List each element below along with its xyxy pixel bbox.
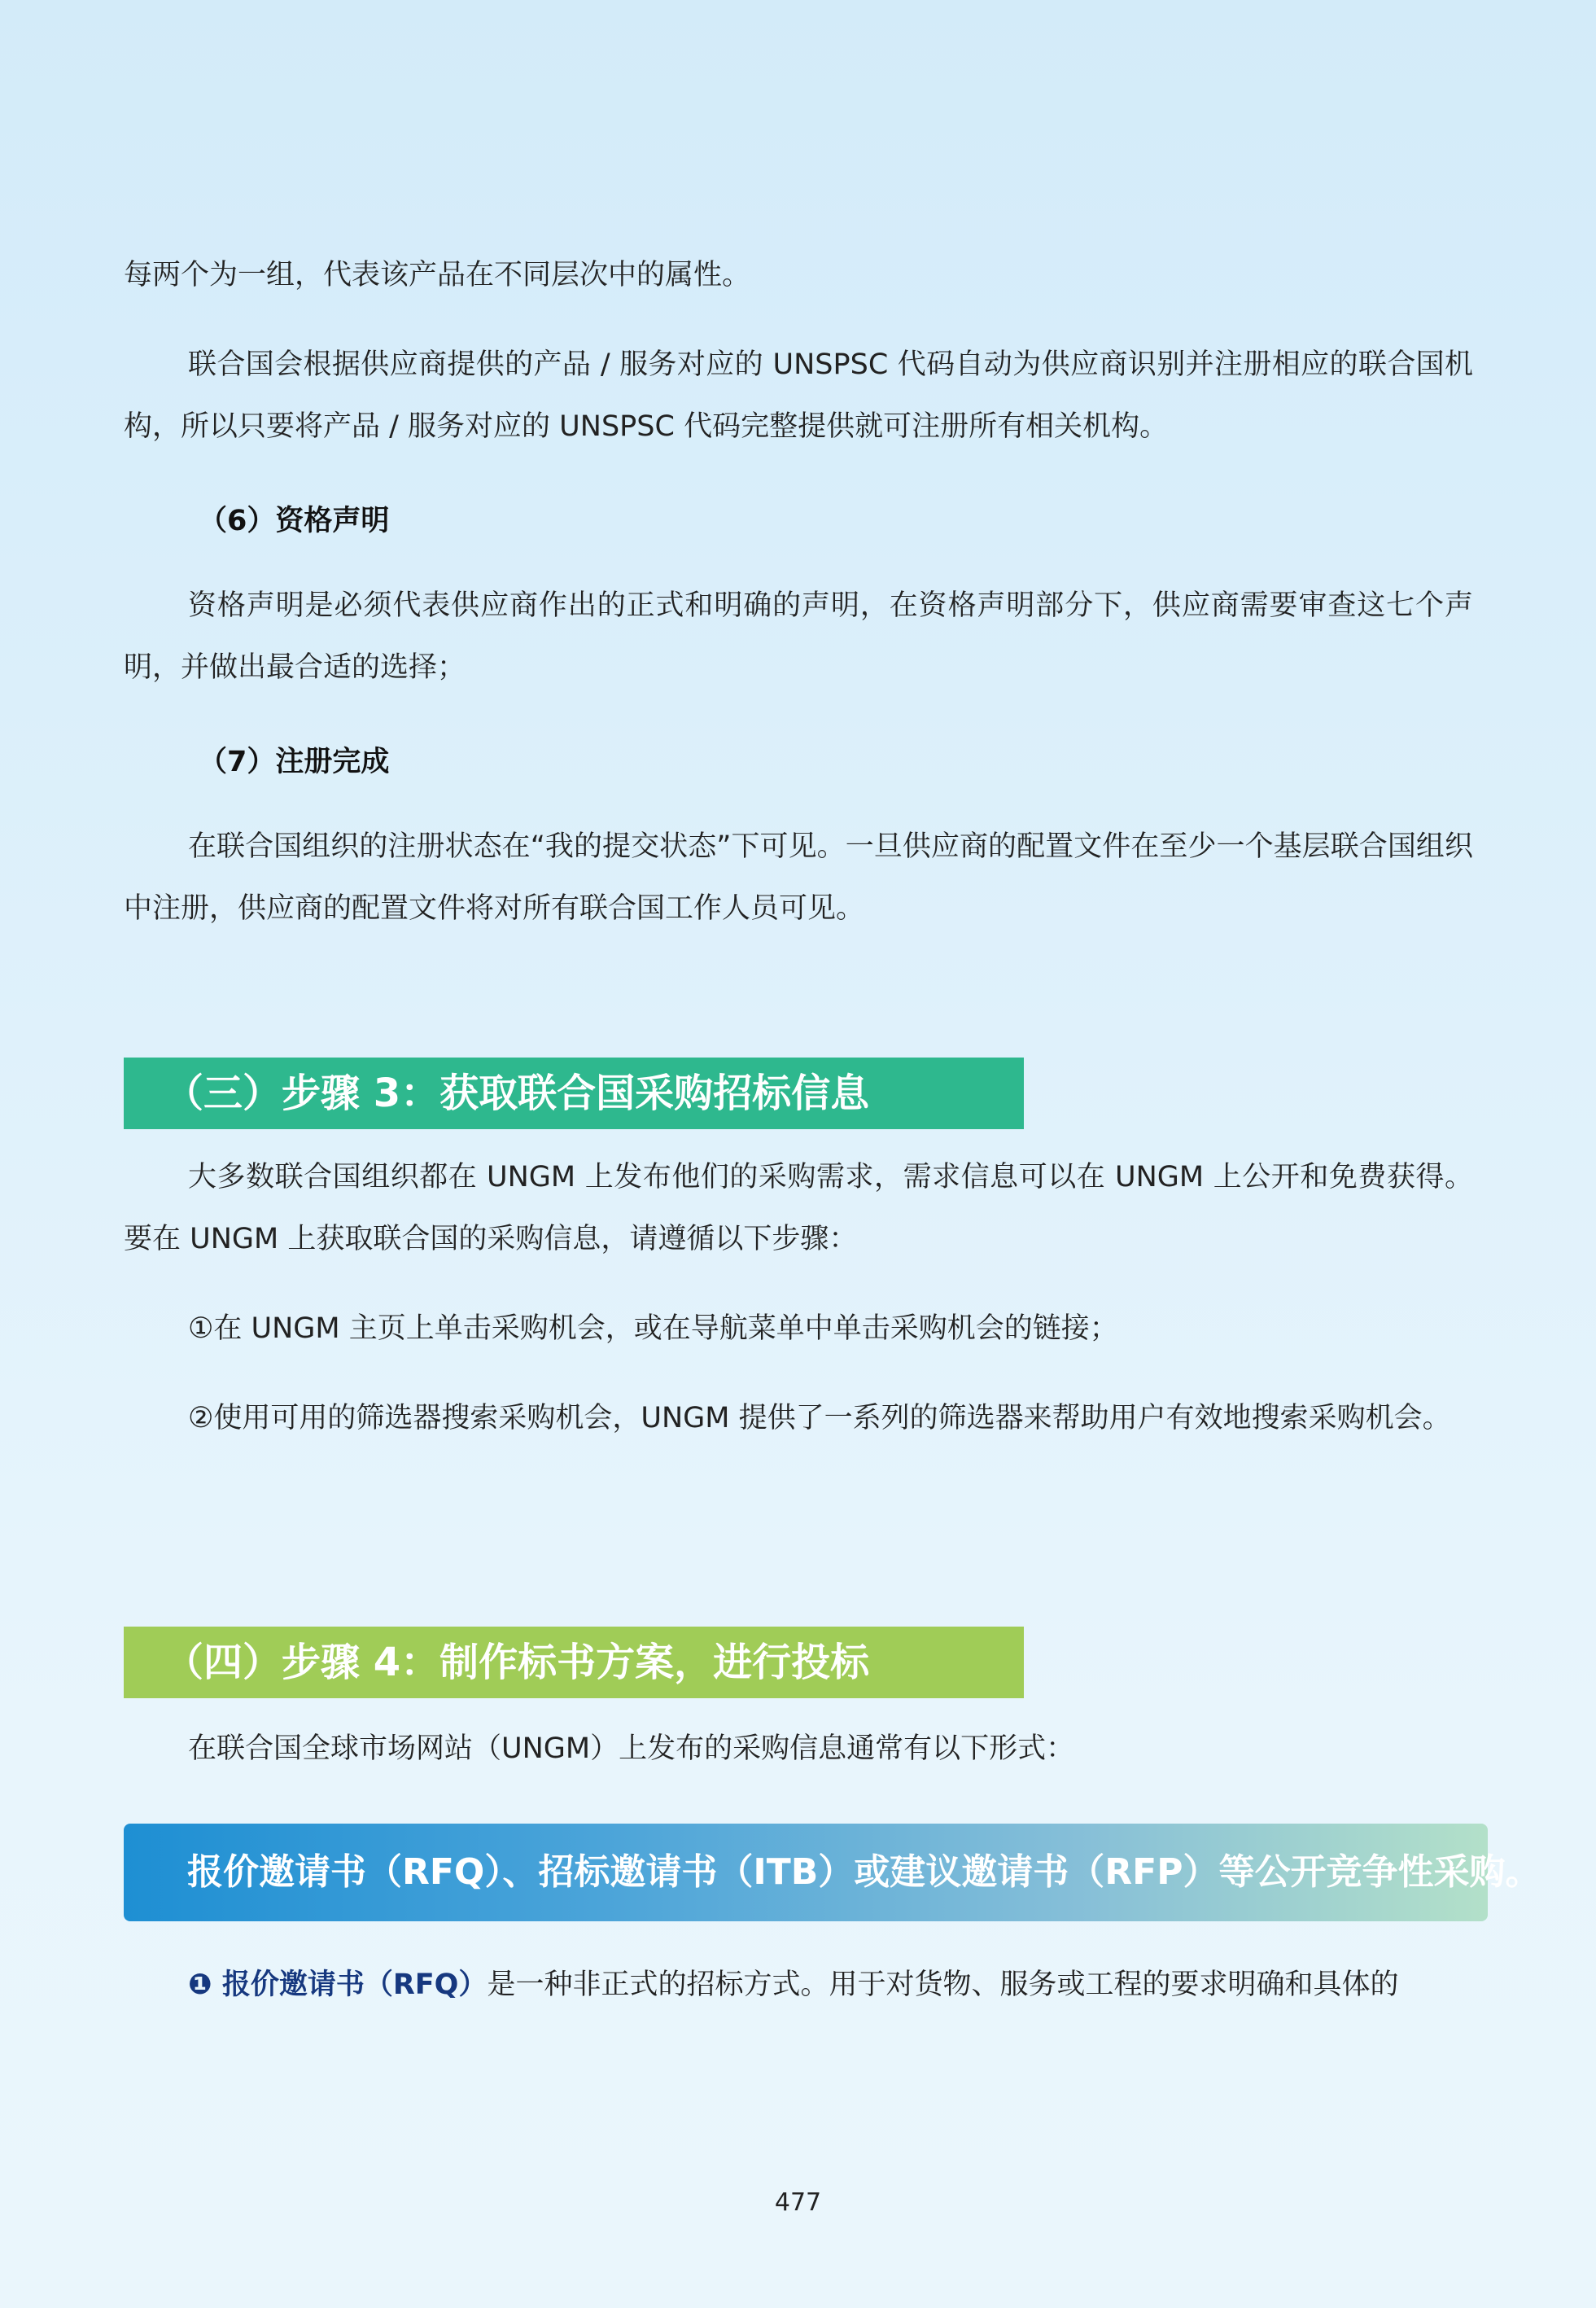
paragraph: 大多数联合国组织都在 UNGM 上发布他们的采购需求，需求信息可以在 UNGM 上公开和免费获得。要在 UNGM 上获取联合国的采购信息，请遵循以下步骤： xyxy=(124,1161,1473,1255)
rfq-text: 是一种非正式的招标方式。用于对货物、服务或工程的要求明确和具体的 xyxy=(487,1969,1399,2001)
subheading-registration-complete: （7）注册完成 xyxy=(199,746,390,778)
subheading-eligibility-declaration: （6）资格声明 xyxy=(199,505,390,537)
paragraph: 在联合国全球市场网站（UNGM）上发布的采购信息通常有以下形式： xyxy=(188,1732,1075,1765)
paragraph: 资格声明是必须代表供应商作出的正式和明确的声明，在资格声明部分下，供应商需要审查这七个声明，并做出最合适的选择； xyxy=(124,589,1473,684)
section-heading-step4: （四）步骤 4：制作标书方案，进行投标 xyxy=(124,1627,1024,1698)
paragraph: 每两个为一组，代表该产品在不同层次中的属性。 xyxy=(124,259,751,291)
section-heading-step3: （三）步骤 3：获取联合国采购招标信息 xyxy=(124,1058,1024,1129)
paragraph: ②使用可用的筛选器搜索采购机会，UNGM 提供了一系列的筛选器来帮助用户有效地搜索采购机会。 xyxy=(188,1402,1451,1434)
page-number: 477 xyxy=(774,2188,822,2217)
rfq-label: ❶ 报价邀请书（RFQ） xyxy=(188,1969,488,2001)
paragraph: 联合国会根据供应商提供的产品 / 服务对应的 UNSPSC 代码自动为供应商识别并注册相应的联合国机构，所以只要将产品 / 服务对应的 UNSPSC 代码完整提供就可注册所有相关机构。 xyxy=(124,348,1473,443)
paragraph: ①在 UNGM 主页上单击采购机会，或在导航菜单中单击采购机会的链接； xyxy=(188,1312,1118,1345)
paragraph-rfq xyxy=(124,1954,1473,2016)
procurement-types-banner: 报价邀请书（RFQ）、招标邀请书（ITB）或建议邀请书（RFP）等公开竞争性采购。 xyxy=(124,1824,1488,1921)
paragraph: 在联合国组织的注册状态在“我的提交状态”下可见。一旦供应商的配置文件在至少一个基层联合国组织中注册，供应商的配置文件将对所有联合国工作人员可见。 xyxy=(124,830,1473,925)
